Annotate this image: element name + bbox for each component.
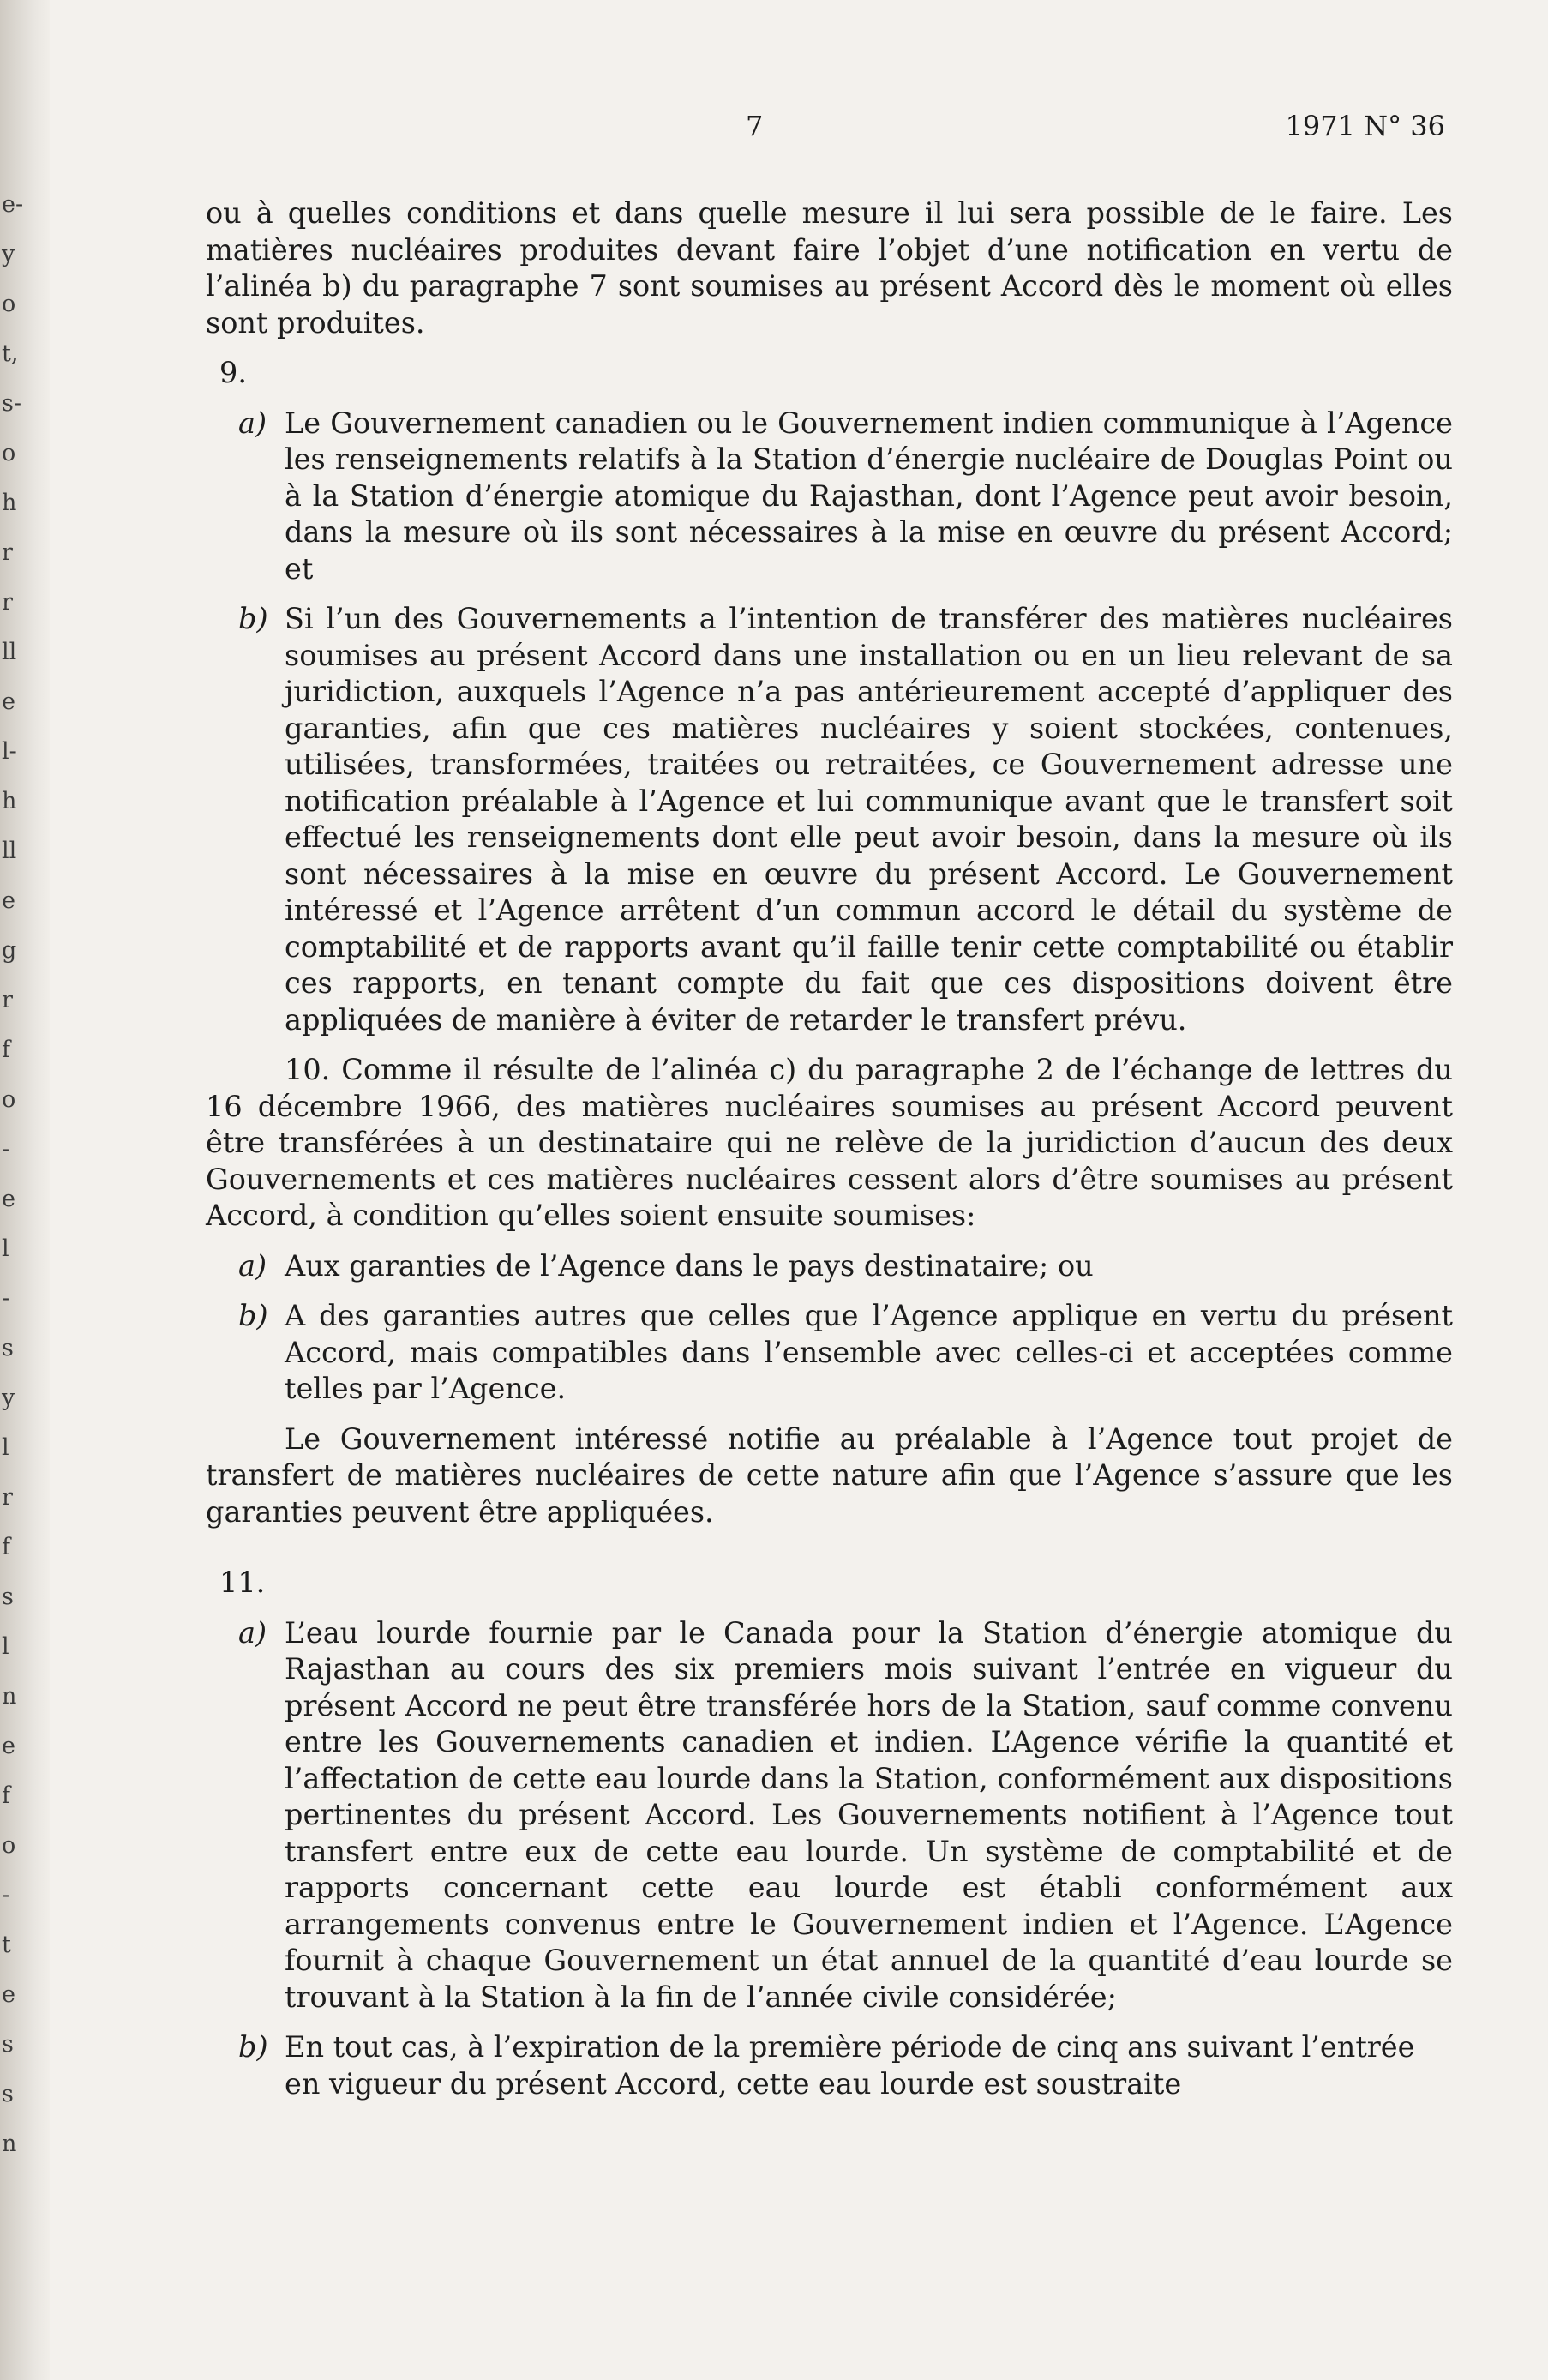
item-text: L’eau lourde fournie par le Canada pour la Station d’énergie atomique du Rajasthan au cours des six premiers mois suivant l’entrée en vigueur du présent Accord ne peut être transférée hors de la Station, sauf comme convenu entre les Gouvernements canadien et indien. L’Agence vérifie la quantité et l’affectation de cette eau lourde dans la Station, conformément aux dispositions pertinentes du présent Accord. Les Gouvernements notifient à l’Agence tout transfert entre eux de cette eau lourde. Un système de comptabilité et de rapports concernant cette eau lourde est établi conformément aux arrangements convenus entre le Gouvernement indien et l’Agence. L’Agence fournit à chaque Gouvernement un état annuel de la quantité d’eau lourde se trouvant à la Station à la fin de l’année civile considérée; (285, 1615, 1453, 2014)
adjacent-page-fragment: g (2, 937, 17, 964)
adjacent-page-fragment: h (2, 490, 17, 516)
item-letter: a) (238, 1248, 267, 1283)
adjacent-page-fragment: ll (2, 639, 17, 665)
adjacent-page-fragment: r (2, 1484, 13, 1511)
adjacent-page-fragment: e- (2, 191, 24, 218)
adjacent-page-fragment: t (2, 1932, 11, 1958)
adjacent-page-fragment: - (2, 1285, 10, 1312)
paragraph-8-end: ou à quelles conditions et dans quelle mesure il lui sera possible de le faire. Les matières nucléaires produites devant faire l’objet d’une notification en vertu de l’alinéa b) du paragraphe 7 sont soumises au présent Accord dès le moment où elles sont produites. (206, 196, 1453, 340)
paragraph-10b (206, 1298, 1453, 1408)
issue-reference: 1971 N° 36 (1285, 110, 1445, 142)
paragraph-11b (206, 2029, 1453, 2102)
paragraph-9-number: 9. (219, 356, 247, 389)
adjacent-page-fragment: s (2, 1584, 14, 1610)
adjacent-page-fragment: e (2, 1733, 15, 1759)
adjacent-page-fragment: e (2, 1981, 15, 2008)
paragraph-10a (206, 1248, 1453, 1285)
adjacent-page-fragment: e (2, 1186, 15, 1212)
item-text: En tout cas, à l’expiration de la première période de cinq ans suivant l’entrée en vigueur du présent Accord, cette eau lourde est soustraite (285, 2030, 1415, 2101)
adjacent-page-fragment: s- (2, 390, 21, 417)
paragraph-11-number: 11. (219, 1566, 266, 1599)
item-letter: a) (238, 406, 267, 440)
adjacent-page-fragment: y (2, 241, 15, 267)
adjacent-page-fragment: s (2, 2031, 14, 2058)
paragraph-10-conclusion: Le Gouvernement intéressé notifie au préalable à l’Agence tout projet de transfert de matières nucléaires de cette nature afin que l’Agence s’assure que les garanties peuvent être appliquées. (206, 1421, 1453, 1529)
document-page (50, 0, 1548, 2380)
adjacent-page-fragment: l (2, 1434, 9, 1461)
item-text: Si l’un des Gouvernements a l’intention de transférer des matières nucléaires soumises au présent Accord dans une installation ou en un lieu relevant de sa juridiction, auxquels l’Agence n’a pas antérieurement accepté d’appliquer des garanties, afin que ces matières nucléaires y soient stockées, contenues, utilisées, transformées, traitées ou retraitées, ce Gouvernement adresse une notification préalable à l’Agence et lui communique avant que le transfert soit effectué les renseignements dont elle peut avoir besoin, dans la mesure où ils sont nécessaires à la mise en œuvre du présent Accord. Le Gouvernement intéressé et l’Agence arrêtent d’un commun accord le détail du système de comptabilité et de rapports avant qu’il faille tenir cette comptabilité ou établir ces rapports, en tenant compte du fait que ces dispositions doivent être appliquées de manière à éviter de retarder le transfert prévu. (285, 602, 1453, 1037)
item-letter: b) (238, 2030, 268, 2064)
adjacent-page-fragment: s (2, 1335, 14, 1361)
adjacent-page-fragment: ll (2, 838, 17, 864)
adjacent-page-fragment: r (2, 589, 13, 616)
item-letter: b) (238, 1299, 268, 1332)
item-text: Le Gouvernement canadien ou le Gouvernement indien communique à l’Agence les renseignements relatifs à la Station d’énergie nucléaire de Douglas Point ou à la Station d’énergie atomique du Rajasthan, dont l’Agence peut avoir besoin, dans la mesure où ils sont nécessaires à la mise en œuvre du présent Accord; et (285, 406, 1453, 586)
adjacent-page-fragment: o (2, 1086, 16, 1113)
adjacent-page-fragment: o (2, 440, 16, 466)
running-head (50, 110, 1548, 153)
adjacent-page-fragment: l (2, 1235, 9, 1262)
item-letter: a) (238, 1615, 267, 1650)
adjacent-page-fragment: l- (2, 738, 17, 765)
adjacent-page-fragment: o (2, 1832, 16, 1859)
adjacent-page-fragment: - (2, 1882, 10, 1908)
adjacent-page-fragments (0, 0, 50, 2380)
page-number: 7 (746, 110, 764, 142)
adjacent-page-fragment: l (2, 1633, 9, 1660)
adjacent-page-fragment: y (2, 1385, 15, 1411)
adjacent-page-fragment: f (2, 1534, 10, 1560)
adjacent-page-fragment: e (2, 887, 15, 914)
adjacent-page-fragment: h (2, 788, 17, 814)
adjacent-page-fragment: e (2, 688, 15, 715)
adjacent-page-fragment: r (2, 539, 13, 566)
adjacent-page-fragment: n (2, 1683, 17, 1710)
adjacent-page-fragment: s (2, 2081, 14, 2107)
adjacent-page-fragment: - (2, 1136, 10, 1163)
adjacent-page-fragment: o (2, 291, 16, 317)
paragraph-11a (206, 1615, 1453, 2016)
adjacent-page-edge (0, 0, 50, 2380)
adjacent-page-fragment: f (2, 1037, 10, 1063)
adjacent-page-fragment: n (2, 2131, 17, 2157)
item-text: Aux garanties de l’Agence dans le pays destinataire; ou (285, 1248, 1094, 1283)
adjacent-page-fragment: r (2, 987, 13, 1013)
adjacent-page-fragment: t, (2, 340, 19, 367)
paragraph-9a (206, 406, 1453, 588)
item-text: A des garanties autres que celles que l’Agence applique en vertu du présent Accord, mais compatibles dans l’ensemble avec celles-ci et acceptées comme telles par l’Agence. (285, 1299, 1453, 1405)
body-text (206, 195, 1453, 2102)
adjacent-page-fragment: f (2, 1782, 10, 1809)
paragraph-9b (206, 601, 1453, 1038)
paragraph-10: 10. Comme il résulte de l’alinéa c) du paragraphe 2 de l’échange de lettres du 16 décembre 1966, des matières nucléaires soumises au présent Accord peuvent être transférées à un destinataire qui ne relève de la juridiction d’aucun des deux Gouvernements et ces matières nucléaires cessent alors d’être soumises au présent Accord, à condition qu’elles soient ensuite soumises: (206, 1053, 1453, 1232)
item-letter: b) (238, 602, 268, 635)
